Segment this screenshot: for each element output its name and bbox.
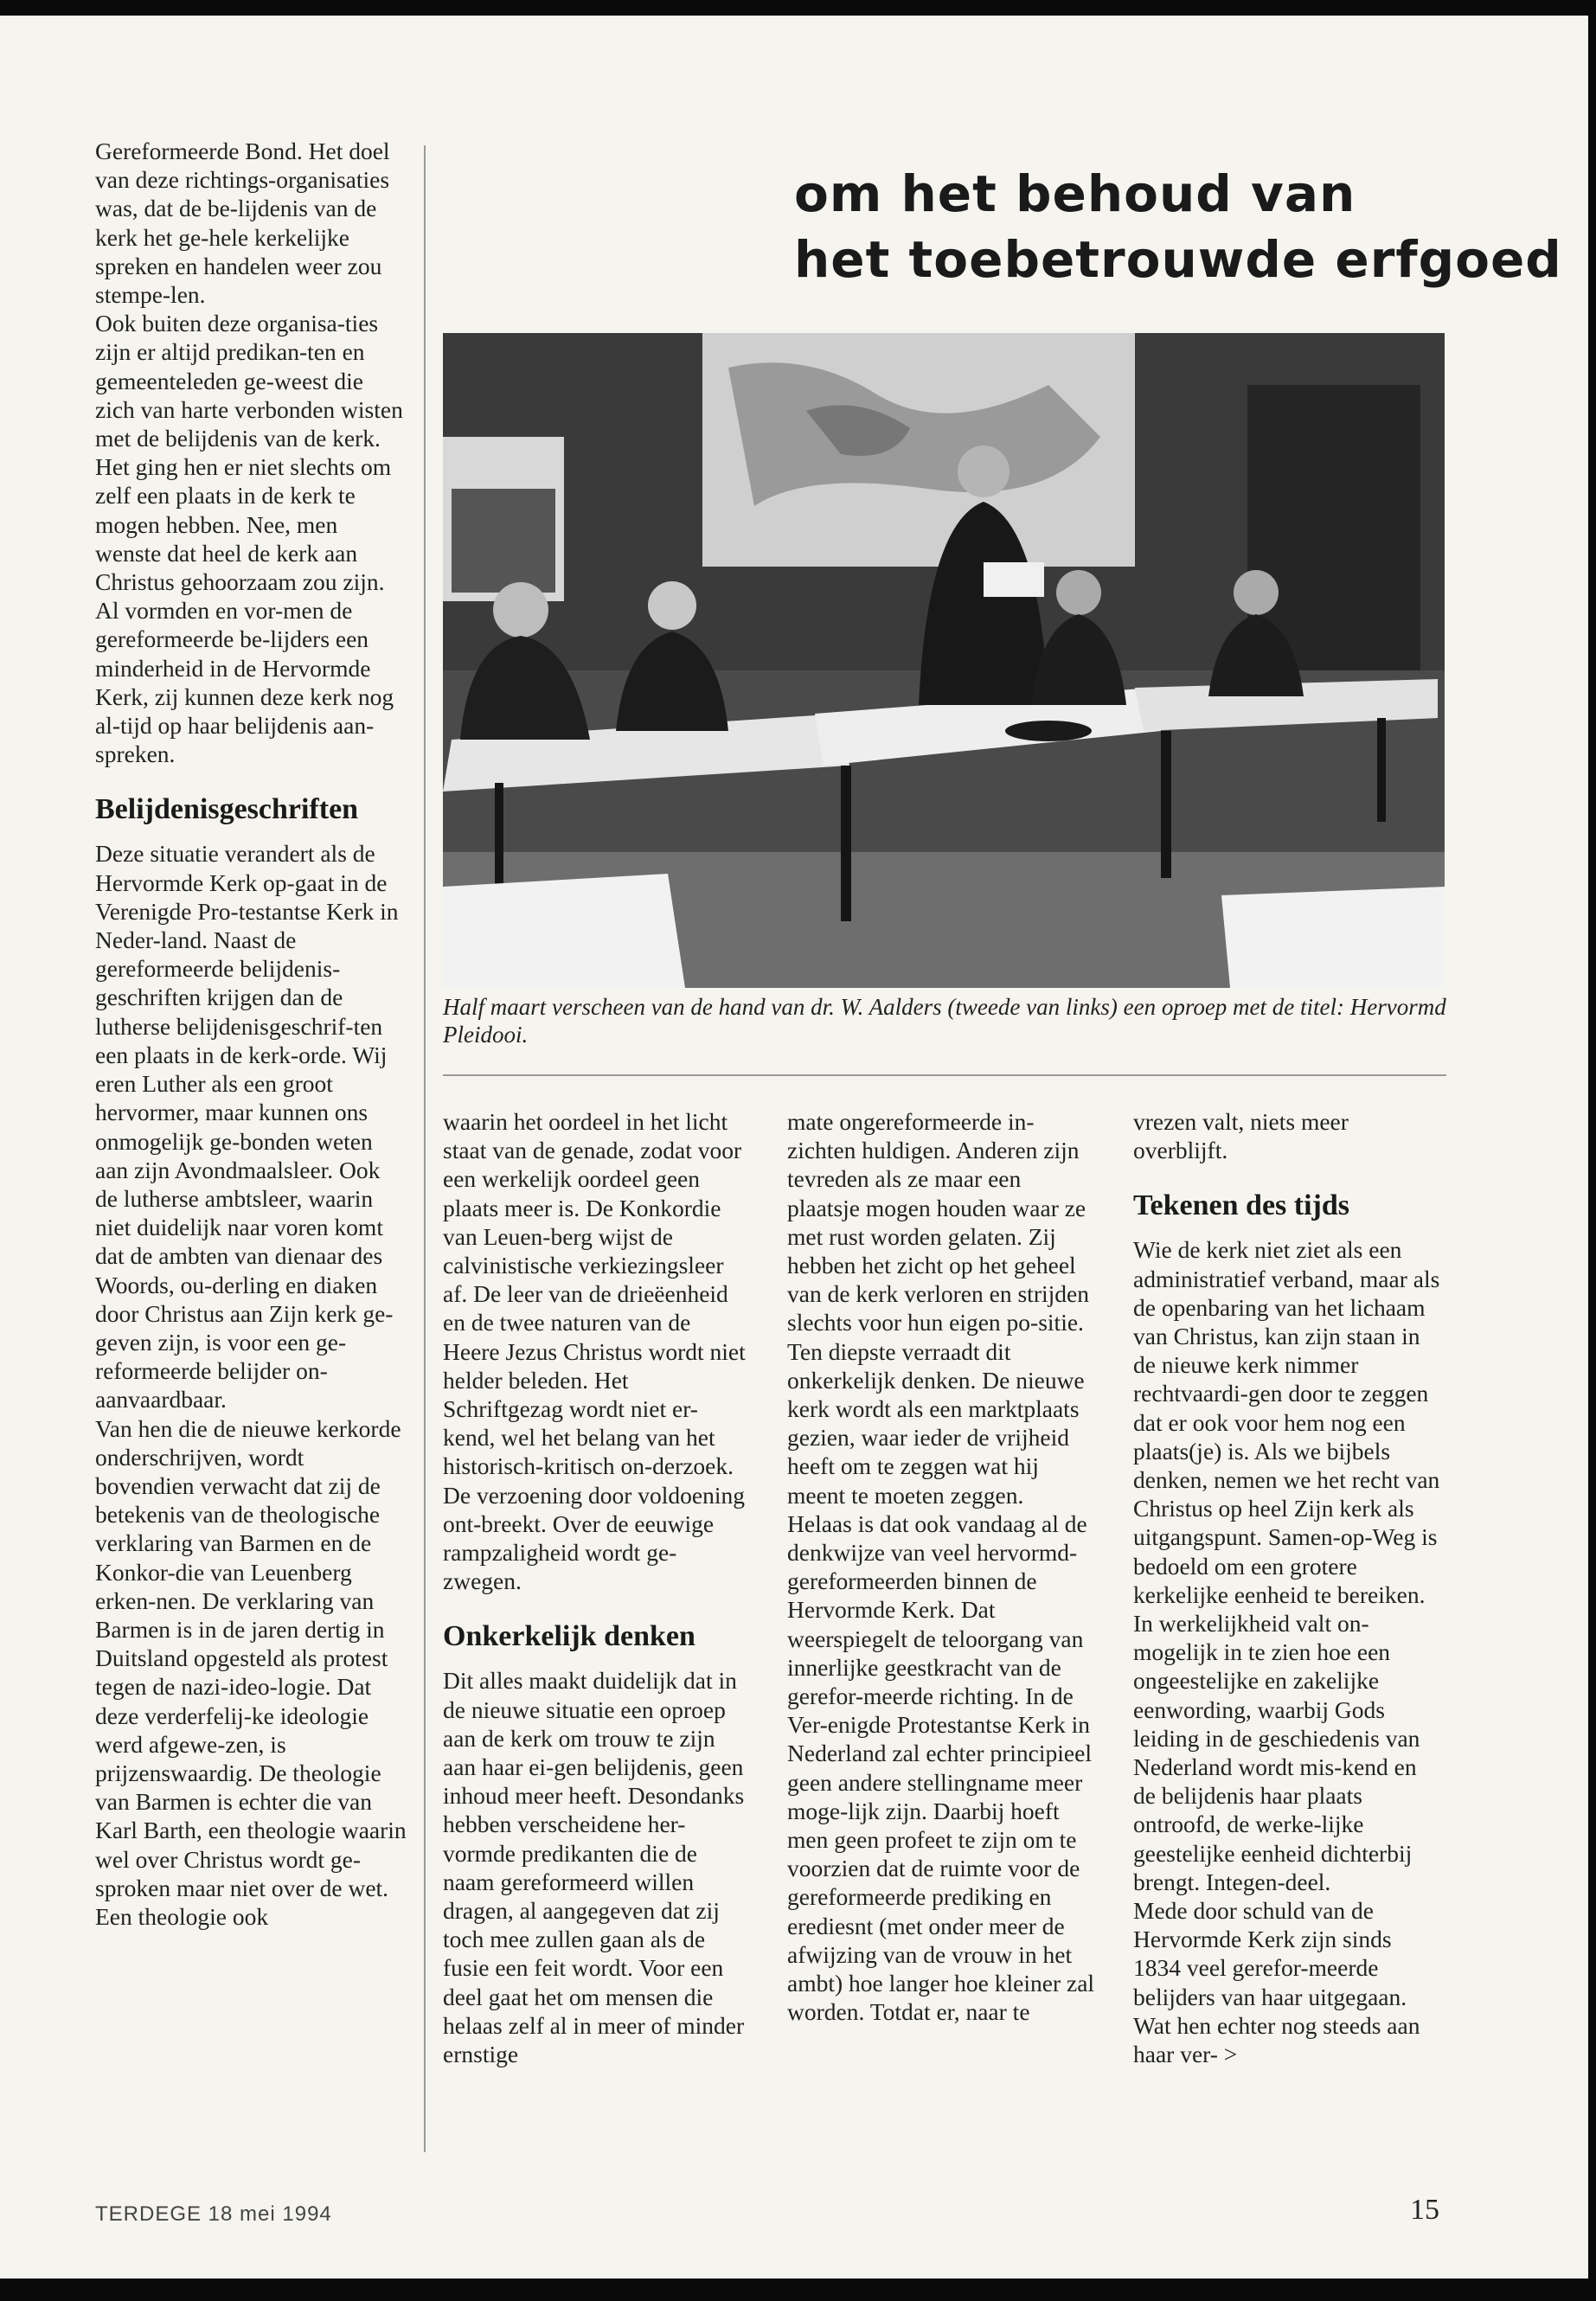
- body-paragraph: vrezen valt, niets meer overblijft.: [1133, 1108, 1349, 1164]
- text-column-3: [787, 1107, 1099, 2027]
- body-paragraph: waarin het oordeel in het licht staat van de genade, zodat voor een werkelijk oordeel geen plaats meer is. De Konkordie van Leuen-berg wijst de calvinistische verkiezingsleer af. De leer van de drieëenheid en de twee naturen van de Heere Jezus Christus wordt niet helder beleden. Het Schriftgezag wordt niet er-kend, wel het belang van het historisch-kritisch on-derzoek. De verzoening door voldoening ont-breekt. Over de eeuwige rampzaligheid wordt ge-zwegen.: [443, 1108, 746, 1595]
- column-divider: [424, 145, 426, 2152]
- press-photo: [443, 333, 1445, 988]
- body-paragraph: Deze situatie verandert als de Hervormde Kerk op-gaat in de Verenigde Pro-testantse Kerk in Neder-land. Naast de gereformeerde belijdenis-geschriften krijgen dan de lutherse belijdenisgeschrif-ten een plaats in de kerk-orde. Wij eren Luther als een groot hervormer, maar kunnen ons onmogelijk ge-bonden weten aan zijn Avondmaalsleer. Ook de lutherse ambtsleer, waarin niet duidelijk naar voren komt dat de ambten van dienaar des Woords, ou-derling en diaken door Christus aan Zijn kerk ge-geven zijn, is voor een ge-reformeerde belijder on-aanvaardbaar. Van hen die de nieuwe kerkorde onderschrijven, wordt bovendien verwacht dat zij de betekenis van de theologische verklaring van Barmen en de Konkor-die van Leuenberg erken-nen. De verklaring van Barmen is in de jaren dertig in Duitsland opgesteld als protest tegen de nazi-ideo-logie. Dat deze verderfelij-ke ideologie werd afgewe-zen, is prijzenswaardig. De theologie van Barmen is echter die van Karl Barth, een theologie waarin wel over Christus wordt ge-sproken maar niet over de wet. Een theologie ook: [95, 840, 407, 1930]
- magazine-page: [0, 16, 1588, 2279]
- text-column-1: [95, 137, 407, 1931]
- caption-divider: [443, 1074, 1446, 1076]
- article-headline: om het behoud van het toebetrouwde erfgoed: [794, 164, 1562, 289]
- body-paragraph: Gereformeerde Bond. Het doel van deze richtings-organisaties was, dat de be-lijdenis van de kerk het ge-hele kerkelijke spreken en handelen weer zou stempe-len. Ook buiten deze organisa-ties zijn er altijd predikan-ten en gemeenteleden ge-weest die zich van harte verbonden wisten met de belijdenis van de kerk. Het ging hen er niet slechts om zelf een plaats in de kerk te mogen hebben. Nee, men wenste dat heel de kerk aan Christus gehoorzaam zou zijn. Al vormden en vor-men de gereformeerde be-lijders een minderheid in de Hervormde Kerk, zij kunnen deze kerk nog al-tijd op haar belijdenis aan-spreken.: [95, 138, 403, 768]
- body-paragraph: mate ongereformeerde in-zichten huldigen. Anderen zijn tevreden als ze maar een plaatsje mogen houden waar ze met rust worden gelaten. Zij hebben het zicht op het geheel van de kerk verloren en strijden slechts voor hun eigen po-sitie. Ten diepste verraadt dit onkerkelijk denken. De nieuwe kerk wordt als een marktplaats gezien, waar ieder de vrijheid heeft om te zeggen wat hij meent te moeten zeggen. Helaas is dat ook vandaag al de denkwijze van veel hervormd-gereformeerden binnen de Hervormde Kerk. Dat weerspiegelt de teloorgang van innerlijke geestkracht van de gerefor-meerde richting. In de Ver-enigde Protestantse Kerk in Nederland zal echter principieel geen andere stellingname meer moge-lijk zijn. Daarbij hoeft men geen profeet te zijn om te voorzien dat de ruimte voor de gereformeerde prediking en erediesnt (met onder meer de afwijzing van de vrouw in het ambt) hoe langer hoe kleiner zal worden. Totdat er, naar te: [787, 1108, 1095, 2026]
- text-column-4: [1133, 1107, 1445, 2068]
- page-number: 15: [1410, 2194, 1439, 2226]
- section-heading: Tekenen des tijds: [1133, 1189, 1350, 1222]
- body-paragraph: Dit alles maakt duidelijk dat in de nieuwe situatie een oproep aan de kerk om trouw te zijn aan haar ei-gen belijdenis, geen inhoud meer heeft. Desondanks hebben verscheidene her-vormde predikanten die de naam gereformeerd willen dragen, al aangegeven dat zij toch mee zullen gaan als de fusie een feit wordt. Voor een deel gaat het om mensen die helaas zelf al in meer of minder ernstige: [443, 1667, 745, 2068]
- section-heading: Belijdenisgeschriften: [95, 793, 359, 826]
- meeting-photo-illustration: [443, 333, 1445, 988]
- publication-footer: TERDEGE 18 mei 1994: [95, 2202, 332, 2226]
- photo-caption: Half maart verscheen van de hand van dr. W. Aalders (tweede van links) een oproep met de titel: Hervormd Pleidooi.: [443, 994, 1446, 1048]
- body-paragraph: Wie de kerk niet ziet als een administratief verband, maar als de openbaring van het lichaam van Christus, kan zijn staan in de nieuwe kerk nimmer rechtvaardi-gen door te zeggen dat er ook voor hem nog een plaats(je) is. Als we bijbels denken, nemen we het recht van Christus op heel Zijn kerk als uitgangspunt. Samen-op-Weg is bedoeld om een grotere kerkelijke eenheid te bereiken. In werkelijkheid valt on-mogelijk in te zien hoe een ongeestelijke en zakelijke eenwording, waarbij Gods leiding in de geschiedenis van Nederland wordt mis-kend en de belijdenis haar plaats ontroofd, de werke-lijke geestelijke eenheid dichterbij brengt. Integen-deel. Mede door schuld van de Hervormde Kerk zijn sinds 1834 veel gerefor-meerde belijders van haar uitgegaan. Wat hen echter nog steeds aan haar ver- >: [1133, 1236, 1440, 2068]
- section-heading: Onkerkelijk denken: [443, 1620, 695, 1653]
- text-column-2: [443, 1107, 746, 2068]
